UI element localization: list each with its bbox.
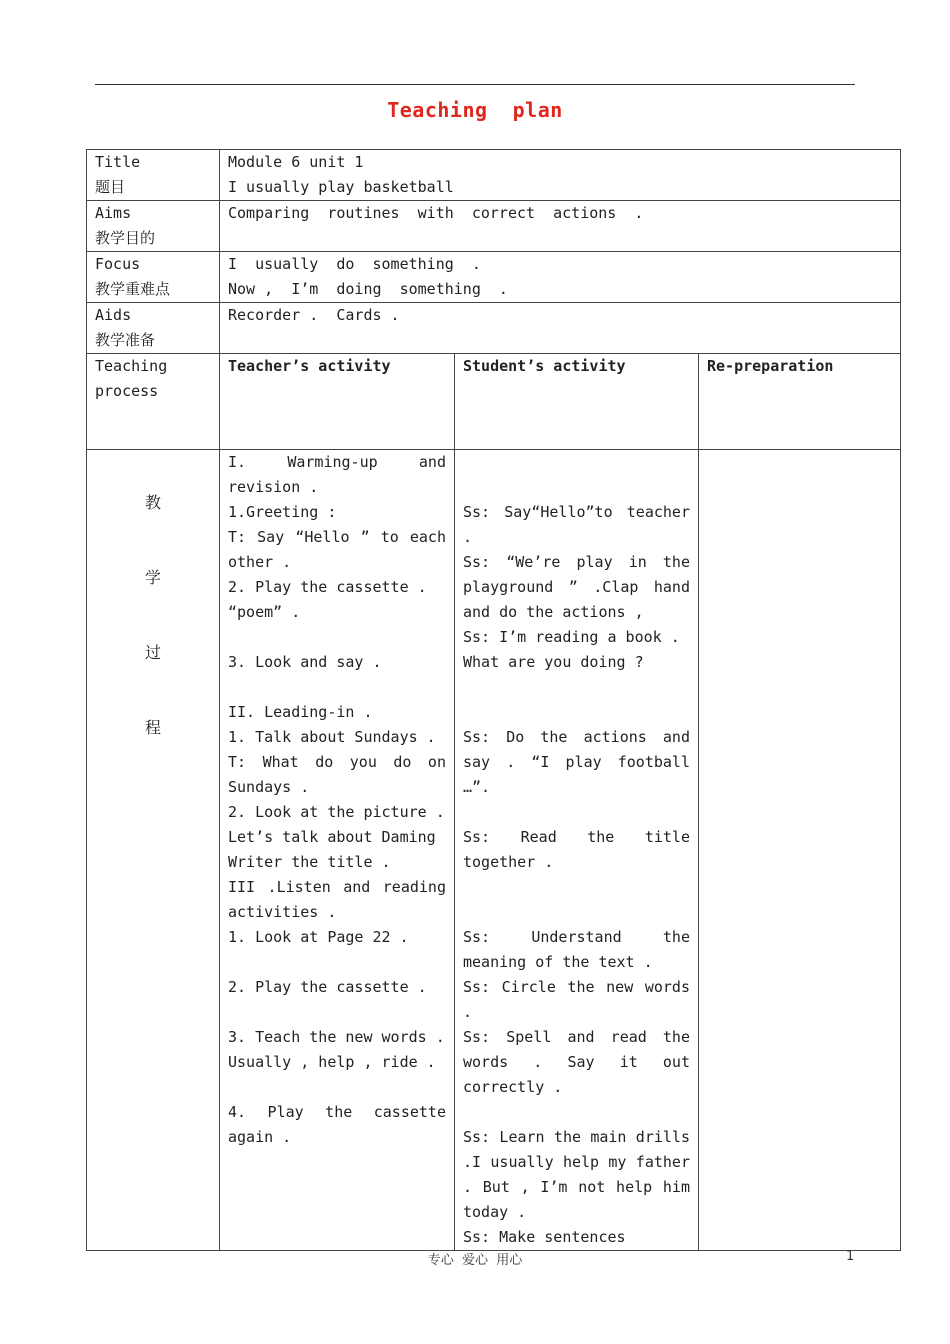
process-vertical-label [87,450,220,1251]
label-line-1: Teaching [95,357,168,375]
teacher-activity-header: Teacher’s activity [220,354,455,450]
teacher-line: Writer the title . [228,853,391,871]
spacer [463,475,690,500]
spacer [228,675,446,700]
label-cell [87,150,220,201]
row-focus [87,252,901,303]
label-line-2: process [95,382,159,400]
spacer [463,450,690,475]
student-line: Ss: “We’re play in the playground ” .Clap hand and do the actions , [463,553,690,621]
re-preparation-header: Re-preparation [699,354,901,450]
page-number: 1 [846,1249,855,1264]
student-line: Ss: Do the actions and say . “I play football …”. [463,728,690,796]
value-cell [220,252,901,303]
teacher-line: 1.Greeting : [228,503,337,521]
label-cell [87,303,220,354]
teacher-line: I. Warming-up and revision . [228,453,446,496]
student-line: Ss: Say“Hello”to teacher . [463,503,690,546]
label-cn: 教学目的 [95,229,156,247]
spacer [463,800,690,825]
footer-motto: 专心 爱心 用心 [427,1253,523,1268]
teacher-line: 1. Talk about Sundays . [228,728,436,746]
spacer [228,1075,446,1100]
module-text: Module 6 unit 1 [228,153,364,171]
student-activity-cell [455,450,699,1251]
student-line: Ss: I’m reading a book . [463,628,680,646]
spacer [463,900,690,925]
label-cn: 教学重难点 [95,280,171,298]
header-rule [95,84,855,85]
row-process-header [87,354,901,450]
spacer [228,625,446,650]
lesson-title-text: I usually play basketball [228,178,454,196]
teacher-line: T: Say “Hello ” to each other . [228,528,446,571]
spacer [463,1100,690,1125]
teacher-line: 2. Play the cassette . [228,978,427,996]
teacher-line: 2. Play the cassette . [228,578,427,596]
spacer [228,950,446,975]
row-aims [87,201,901,252]
aids-text: Recorder . Cards . [220,303,901,354]
spacer [228,1000,446,1025]
student-line: Ss: Understand the meaning of the text . [463,928,690,971]
teacher-line: Usually , help , ride . [228,1053,436,1071]
vertical-char: 过 [144,643,161,662]
label-cell [87,201,220,252]
student-line: Ss: Learn the main drills .I usually help my father . But , I’m not help him today . [463,1128,690,1221]
teacher-line: T: What do you do on Sundays . [228,753,446,796]
vertical-char: 学 [144,568,161,587]
label-en: Title [95,153,141,171]
label-en: Focus [95,255,141,273]
teacher-line: “poem” . [228,603,301,621]
re-preparation-cell [699,450,901,1251]
teacher-line: 2. Look at the picture . [228,803,445,821]
row-aids [87,303,901,354]
focus-line-1: I usually do something . [228,255,481,273]
label-en: Aims [95,204,132,222]
teacher-line: 3. Teach the new words . [228,1028,445,1046]
spacer [463,675,690,700]
student-line: Ss: Read the title together . [463,828,690,871]
teacher-line: Let’s talk about Daming [228,828,436,846]
value-cell [220,150,901,201]
vertical-char: 教 [144,493,161,512]
focus-line-2: Now , I’m doing something . [228,280,508,298]
label-cn: 题目 [95,178,126,196]
row-process-body [87,450,901,1251]
label-cell [87,252,220,303]
teaching-plan-table [86,149,901,1251]
aims-text: Comparing routines with correct actions . [220,201,901,252]
vertical-char: 程 [144,718,161,737]
row-title [87,150,901,201]
spacer [463,875,690,900]
student-activity-header: Student’s activity [455,354,699,450]
teacher-activity-cell [220,450,455,1251]
teacher-line: 3. Look and say . [228,653,382,671]
teacher-line: 1. Look at Page 22 . [228,928,409,946]
page-title: Teaching plan [387,98,563,122]
spacer [463,700,690,725]
student-line: Ss: Spell and read the words . Say it out correctly . [463,1028,690,1096]
teacher-line: III .Listen and reading activities . [228,878,446,921]
student-line: Ss: Circle the new words . [463,978,690,1021]
label-cell [87,354,220,450]
student-line: What are you doing ? [463,653,644,671]
teacher-line: 4. Play the cassette again . [228,1103,446,1146]
label-en: Aids [95,306,132,324]
student-line: Ss: Make sentences [463,1228,626,1246]
teacher-line: II. Leading-in . [228,703,373,721]
label-cn: 教学准备 [95,331,156,349]
